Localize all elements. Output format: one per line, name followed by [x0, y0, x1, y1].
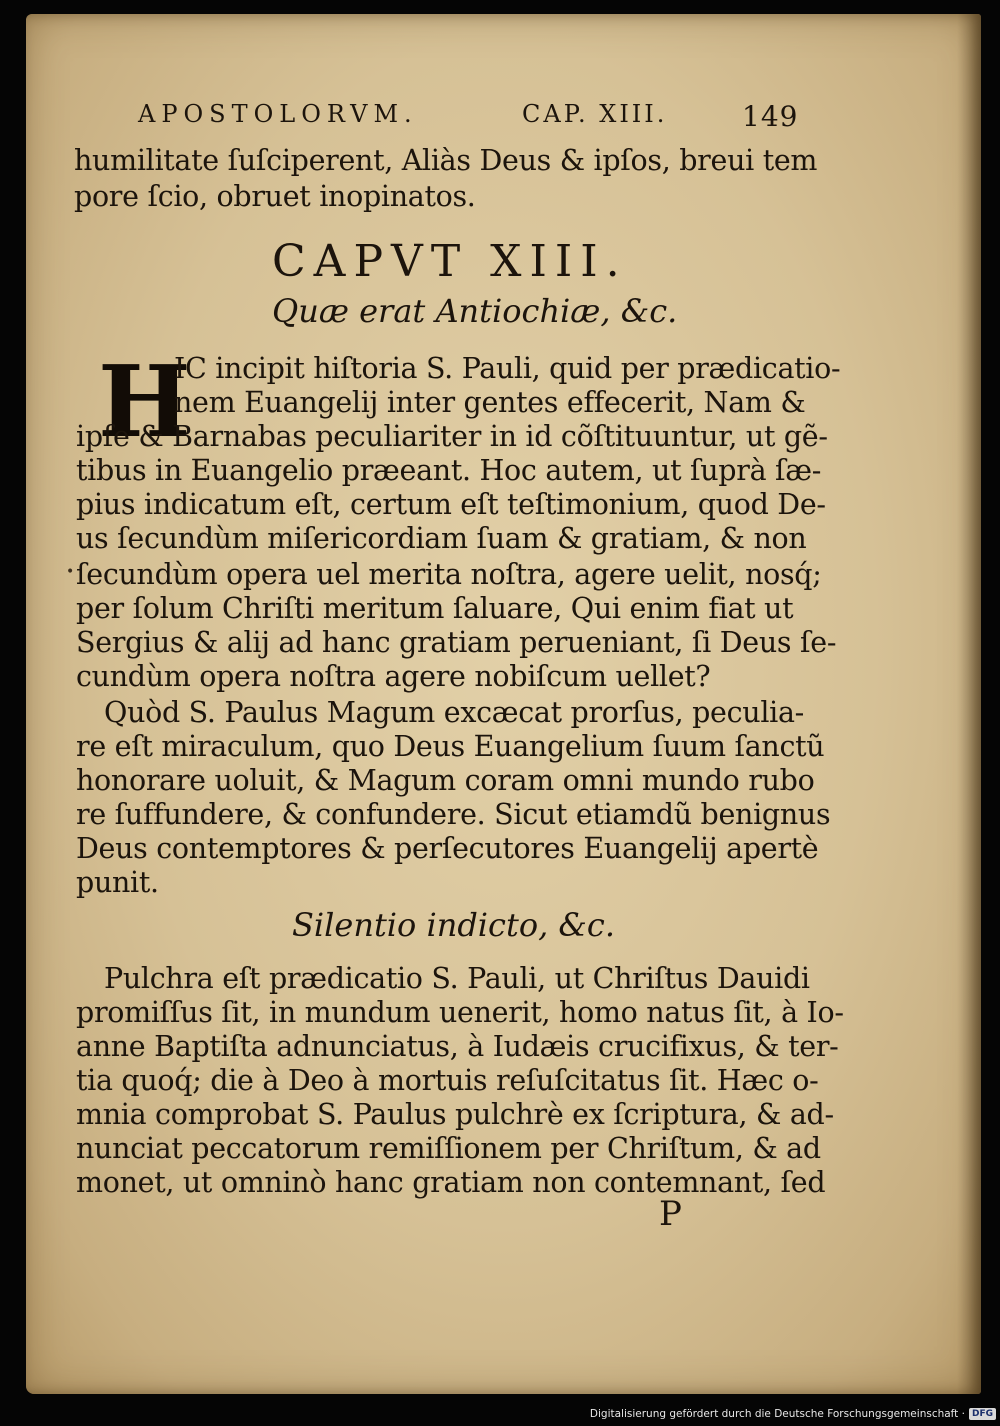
- credit-text: Digitalisierung gefördert durch die Deutsche Forschungsgemeinschaft ·: [589, 1408, 965, 1420]
- running-head: [138, 100, 798, 136]
- section-subheading: Silentio indicto, &c.: [292, 906, 615, 944]
- digitization-credit: [590, 1406, 996, 1422]
- text-line: re eſt miraculum, quo Deus Euangelium ſuum ſanctũ: [76, 730, 825, 763]
- chapter-heading: CAPVT XIII.: [272, 236, 628, 287]
- text-line: anne Baptiſta adnunciatus, à Iudæis crucifixus, & ter-: [76, 1030, 839, 1063]
- book-page: [26, 14, 981, 1394]
- text-line: nem Euangelij inter gentes effecerit, Nam &: [174, 386, 806, 419]
- drop-cap-initial: H: [98, 345, 191, 460]
- text-line: Deus contemptores & perſecutores Euangelij apertè: [76, 832, 819, 865]
- text-line: IC incipit hiſtoria S. Pauli, quid per prædicatio-: [174, 352, 841, 385]
- text-line: ſecundùm opera uel merita noſtra, agere uelit, nosq́;: [76, 558, 822, 591]
- text-line: punit.: [76, 866, 159, 899]
- header-title: APOSTOLORVM.: [138, 100, 418, 128]
- text-line: per ſolum Chriſti meritum ſaluare, Qui enim fiat ut: [76, 592, 794, 625]
- text-line: pius indicatum eſt, certum eſt teſtimonium, quod De-: [76, 488, 826, 521]
- text-line: Sergius & alij ad hanc gratiam perueniant, ſi Deus ſe-: [76, 626, 837, 659]
- text-line: ipſe & Barnabas peculiariter in id cõſtituuntur, ut gẽ-: [76, 420, 828, 453]
- text-line: pore ſcio, obruet inopinatos.: [74, 180, 476, 213]
- text-line: promiſſus ſit, in mundum uenerit, homo natus ſit, à Io-: [76, 996, 844, 1029]
- page-number: 149: [742, 100, 799, 133]
- text-line: tibus in Euangelio præeant. Hoc autem, ut ſuprà ſæ-: [76, 454, 822, 487]
- text-line: cundùm opera noſtra agere nobiſcum uellet?: [76, 660, 711, 693]
- header-chapter: CAP. XIII.: [522, 100, 668, 128]
- signature-mark: P: [659, 1194, 682, 1234]
- text-line: Quòd S. Paulus Magum excæcat prorſus, peculia-: [104, 696, 804, 729]
- text-line: honorare uoluit, & Magum coram omni mundo rubo: [76, 764, 815, 797]
- text-line: Pulchra eſt prædicatio S. Pauli, ut Chriſtus Dauidi: [104, 962, 810, 995]
- text-line: nunciat peccatorum remiſſionem per Chriſtum, & ad: [76, 1132, 821, 1165]
- text-line: re ſuffundere, & confundere. Sicut etiamdũ benignus: [76, 798, 831, 831]
- dfg-logo: DFG: [969, 1408, 996, 1420]
- section-subheading: Quæ erat Antiochiæ, &c.: [272, 292, 678, 330]
- text-line: monet, ut omninò hanc gratiam non contemnant, ſed: [76, 1166, 826, 1199]
- text-line: tia quoq́; die à Deo à mortuis reſuſcitatus ſit. Hæc o-: [76, 1064, 819, 1097]
- margin-dot-mark: •: [66, 564, 75, 580]
- text-line: mnia comprobat S. Paulus pulchrè ex ſcriptura, & ad-: [76, 1098, 834, 1131]
- text-line: humilitate ſuſciperent, Aliàs Deus & ipſos, breui tem: [74, 144, 818, 177]
- text-line: us ſecundùm miſericordiam ſuam & gratiam, & non: [76, 522, 807, 555]
